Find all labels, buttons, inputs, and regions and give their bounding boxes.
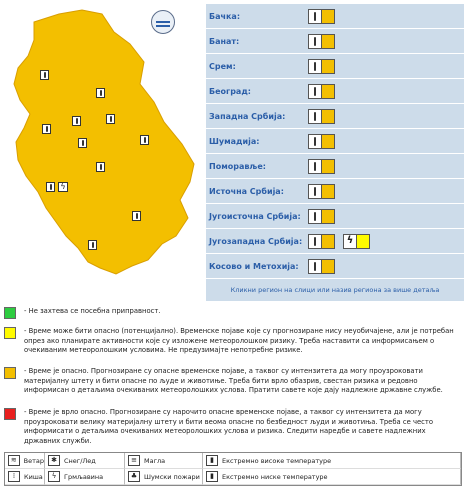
map-thermometer-icon-banat[interactable] bbox=[96, 88, 105, 98]
legend-item-yellow bbox=[4, 327, 460, 356]
legend-item-green bbox=[4, 307, 460, 317]
warning-chip-orange[interactable] bbox=[308, 109, 335, 124]
glossary-label: Ветар bbox=[23, 456, 44, 465]
warning-chip-orange[interactable] bbox=[308, 84, 335, 99]
map-thermometer-icon-backa[interactable] bbox=[40, 70, 49, 80]
map-thermometer-icon-jugozapadna[interactable] bbox=[46, 182, 55, 192]
glossary-rain bbox=[5, 469, 45, 485]
glossary-label: Екстремно високе температуре bbox=[222, 456, 332, 465]
legend-item-orange bbox=[4, 367, 460, 396]
glossary-fog bbox=[125, 453, 203, 469]
region-row-srem[interactable] bbox=[206, 54, 464, 78]
thermometer-icon bbox=[309, 260, 322, 273]
region-row-sumadija[interactable] bbox=[206, 129, 464, 153]
thermometer-icon bbox=[309, 235, 322, 248]
map-thermometer-icon-zapadna[interactable] bbox=[96, 162, 105, 172]
glossary-low-temp bbox=[203, 469, 461, 485]
fog-icon: ≡ bbox=[128, 455, 140, 466]
legend-text: - Време може бити опасно (потенцијално). Временске појаве које су прогнозиране нису неуобичајене, али је потребан опрез ако планирате активности које су изложене метеоролошком ризику. Треба наставити са информисањем о очекиваним метеоролошким условима. Не предузимајте непотребне ризике. bbox=[24, 327, 454, 354]
region-name[interactable]: Срем: bbox=[209, 61, 236, 71]
glossary-label: Екстремно ниске температуре bbox=[222, 472, 328, 481]
serbia-outline[interactable] bbox=[14, 10, 194, 274]
region-row-pomoravlje[interactable] bbox=[206, 154, 464, 178]
region-list bbox=[206, 4, 464, 301]
warning-chip-orange[interactable] bbox=[308, 134, 335, 149]
map-thermometer-icon-istocna[interactable] bbox=[140, 135, 149, 145]
legend-item-red bbox=[4, 408, 460, 446]
serbia-warning-map[interactable] bbox=[4, 4, 203, 280]
thermometer-icon bbox=[309, 35, 322, 48]
red-swatch bbox=[4, 408, 16, 420]
glossary-snow-ice bbox=[45, 453, 125, 469]
region-row-beograd[interactable] bbox=[206, 79, 464, 103]
thermometer-icon bbox=[309, 185, 322, 198]
glossary-label: Киша bbox=[24, 472, 43, 481]
region-name[interactable]: Западна Србија: bbox=[209, 111, 286, 121]
glossary-label: Снег/Лед bbox=[64, 456, 96, 465]
region-row-jugozapadna-srbija[interactable] bbox=[206, 229, 464, 253]
map-lightning-icon-jugozapadna[interactable]: ϟ bbox=[58, 182, 68, 192]
snowflake-icon: ✱ bbox=[48, 455, 60, 466]
region-name[interactable]: Југоисточна Србија: bbox=[209, 211, 301, 221]
map-thermometer-icon-srem[interactable] bbox=[42, 124, 51, 134]
region-row-zapadna-srbija[interactable] bbox=[206, 104, 464, 128]
warning-chip-orange[interactable] bbox=[308, 9, 335, 24]
glossary-label: Магла bbox=[144, 456, 166, 465]
region-row-backa[interactable] bbox=[206, 4, 464, 28]
lightning-icon: ϟ bbox=[48, 471, 60, 482]
orange-swatch bbox=[4, 367, 16, 379]
glossary-thunder bbox=[45, 469, 125, 485]
thermometer-icon bbox=[309, 85, 322, 98]
thermometer-icon bbox=[309, 210, 322, 223]
region-row-jugoistocna-srbija[interactable] bbox=[206, 204, 464, 228]
map-thermometer-icon-beograd[interactable] bbox=[72, 116, 81, 126]
warning-chip-orange[interactable] bbox=[308, 184, 335, 199]
glossary-label: Грмљавина bbox=[64, 472, 104, 481]
wind-icon: ≋ bbox=[8, 455, 20, 466]
warning-chip-orange[interactable] bbox=[308, 159, 335, 174]
glossary-forest-fire bbox=[125, 469, 203, 485]
map-thermometer-icon-sumadija[interactable] bbox=[78, 138, 87, 148]
glossary-wind bbox=[5, 453, 45, 469]
thermometer-icon bbox=[309, 110, 322, 123]
region-row-kosovo-i-metohija[interactable] bbox=[206, 254, 464, 278]
warning-chip-orange[interactable] bbox=[308, 259, 335, 274]
glossary-label: Шумски пожари bbox=[144, 472, 200, 481]
thermometer-low-icon: ▮ bbox=[206, 471, 218, 482]
region-name[interactable]: Београд: bbox=[209, 86, 251, 96]
green-swatch bbox=[4, 307, 16, 319]
legend-text: - Време је опасно. Прогнозиране су опасне временске појаве, а таквог су интензитета да могу проузроковати материјалну штету и бити опасне по људе и животиње. Треба бити врло обазрив, свестан ризика и редовно информисан о детаљима очекиваних метеоролошких услова. Пратити савете које дају надлежне државне службе. bbox=[24, 367, 443, 394]
warning-chip-orange[interactable] bbox=[308, 234, 335, 249]
icon-glossary bbox=[4, 452, 462, 486]
region-name[interactable]: Источна Србија: bbox=[209, 186, 284, 196]
thermometer-icon bbox=[309, 60, 322, 73]
warning-chip-orange[interactable] bbox=[308, 59, 335, 74]
map-thermometer-icon-jugoistocna[interactable] bbox=[132, 211, 141, 221]
yellow-swatch bbox=[4, 327, 16, 339]
map-thermometer-icon-kosovo[interactable] bbox=[88, 240, 97, 250]
thermometer-icon bbox=[309, 135, 322, 148]
thermometer-icon bbox=[309, 10, 322, 23]
region-name[interactable]: Шумадија: bbox=[209, 136, 260, 146]
warning-chip-yellow[interactable] bbox=[343, 234, 370, 249]
legend-text: - Не захтева се посебна приправност. bbox=[24, 307, 161, 315]
glossary-high-temp bbox=[203, 453, 461, 469]
lightning-icon: ϟ bbox=[344, 235, 357, 248]
serbia-map-svg[interactable] bbox=[4, 4, 203, 280]
thermometer-high-icon: ▮ bbox=[206, 455, 218, 466]
region-row-banat[interactable] bbox=[206, 29, 464, 53]
click-region-note: Кликни региoн на слици или назив региона за више детаља bbox=[206, 279, 464, 301]
rhmz-logo bbox=[151, 10, 175, 34]
forest-fire-icon: ♣ bbox=[128, 471, 140, 482]
map-thermometer-icon-pomoravlje[interactable] bbox=[106, 114, 115, 124]
region-name[interactable]: Поморавље: bbox=[209, 161, 266, 171]
region-name[interactable]: Косово и Метохија: bbox=[209, 261, 299, 271]
region-name[interactable]: Бачка: bbox=[209, 11, 241, 21]
legend-text: - Време је врло опасно. Прогнозиране су нарочито опасне временске појаве, а таквог су интензитета да могу проузроковати велику материјалну штету и бити веома опасне по безбедност људи и животиња. Треба се често информисати о детаљима очекиваних метеоролошких услова и ризика. Следити наредбе и савете надлежних државних служби. bbox=[24, 408, 434, 445]
region-name[interactable]: Југозападна Србија: bbox=[209, 236, 303, 246]
warning-chip-orange[interactable] bbox=[308, 209, 335, 224]
region-row-istocna-srbija[interactable] bbox=[206, 179, 464, 203]
rain-icon: ⁞ bbox=[8, 471, 20, 482]
thermometer-icon bbox=[309, 160, 322, 173]
warning-chip-orange[interactable] bbox=[308, 34, 335, 49]
region-name[interactable]: Банат: bbox=[209, 36, 240, 46]
